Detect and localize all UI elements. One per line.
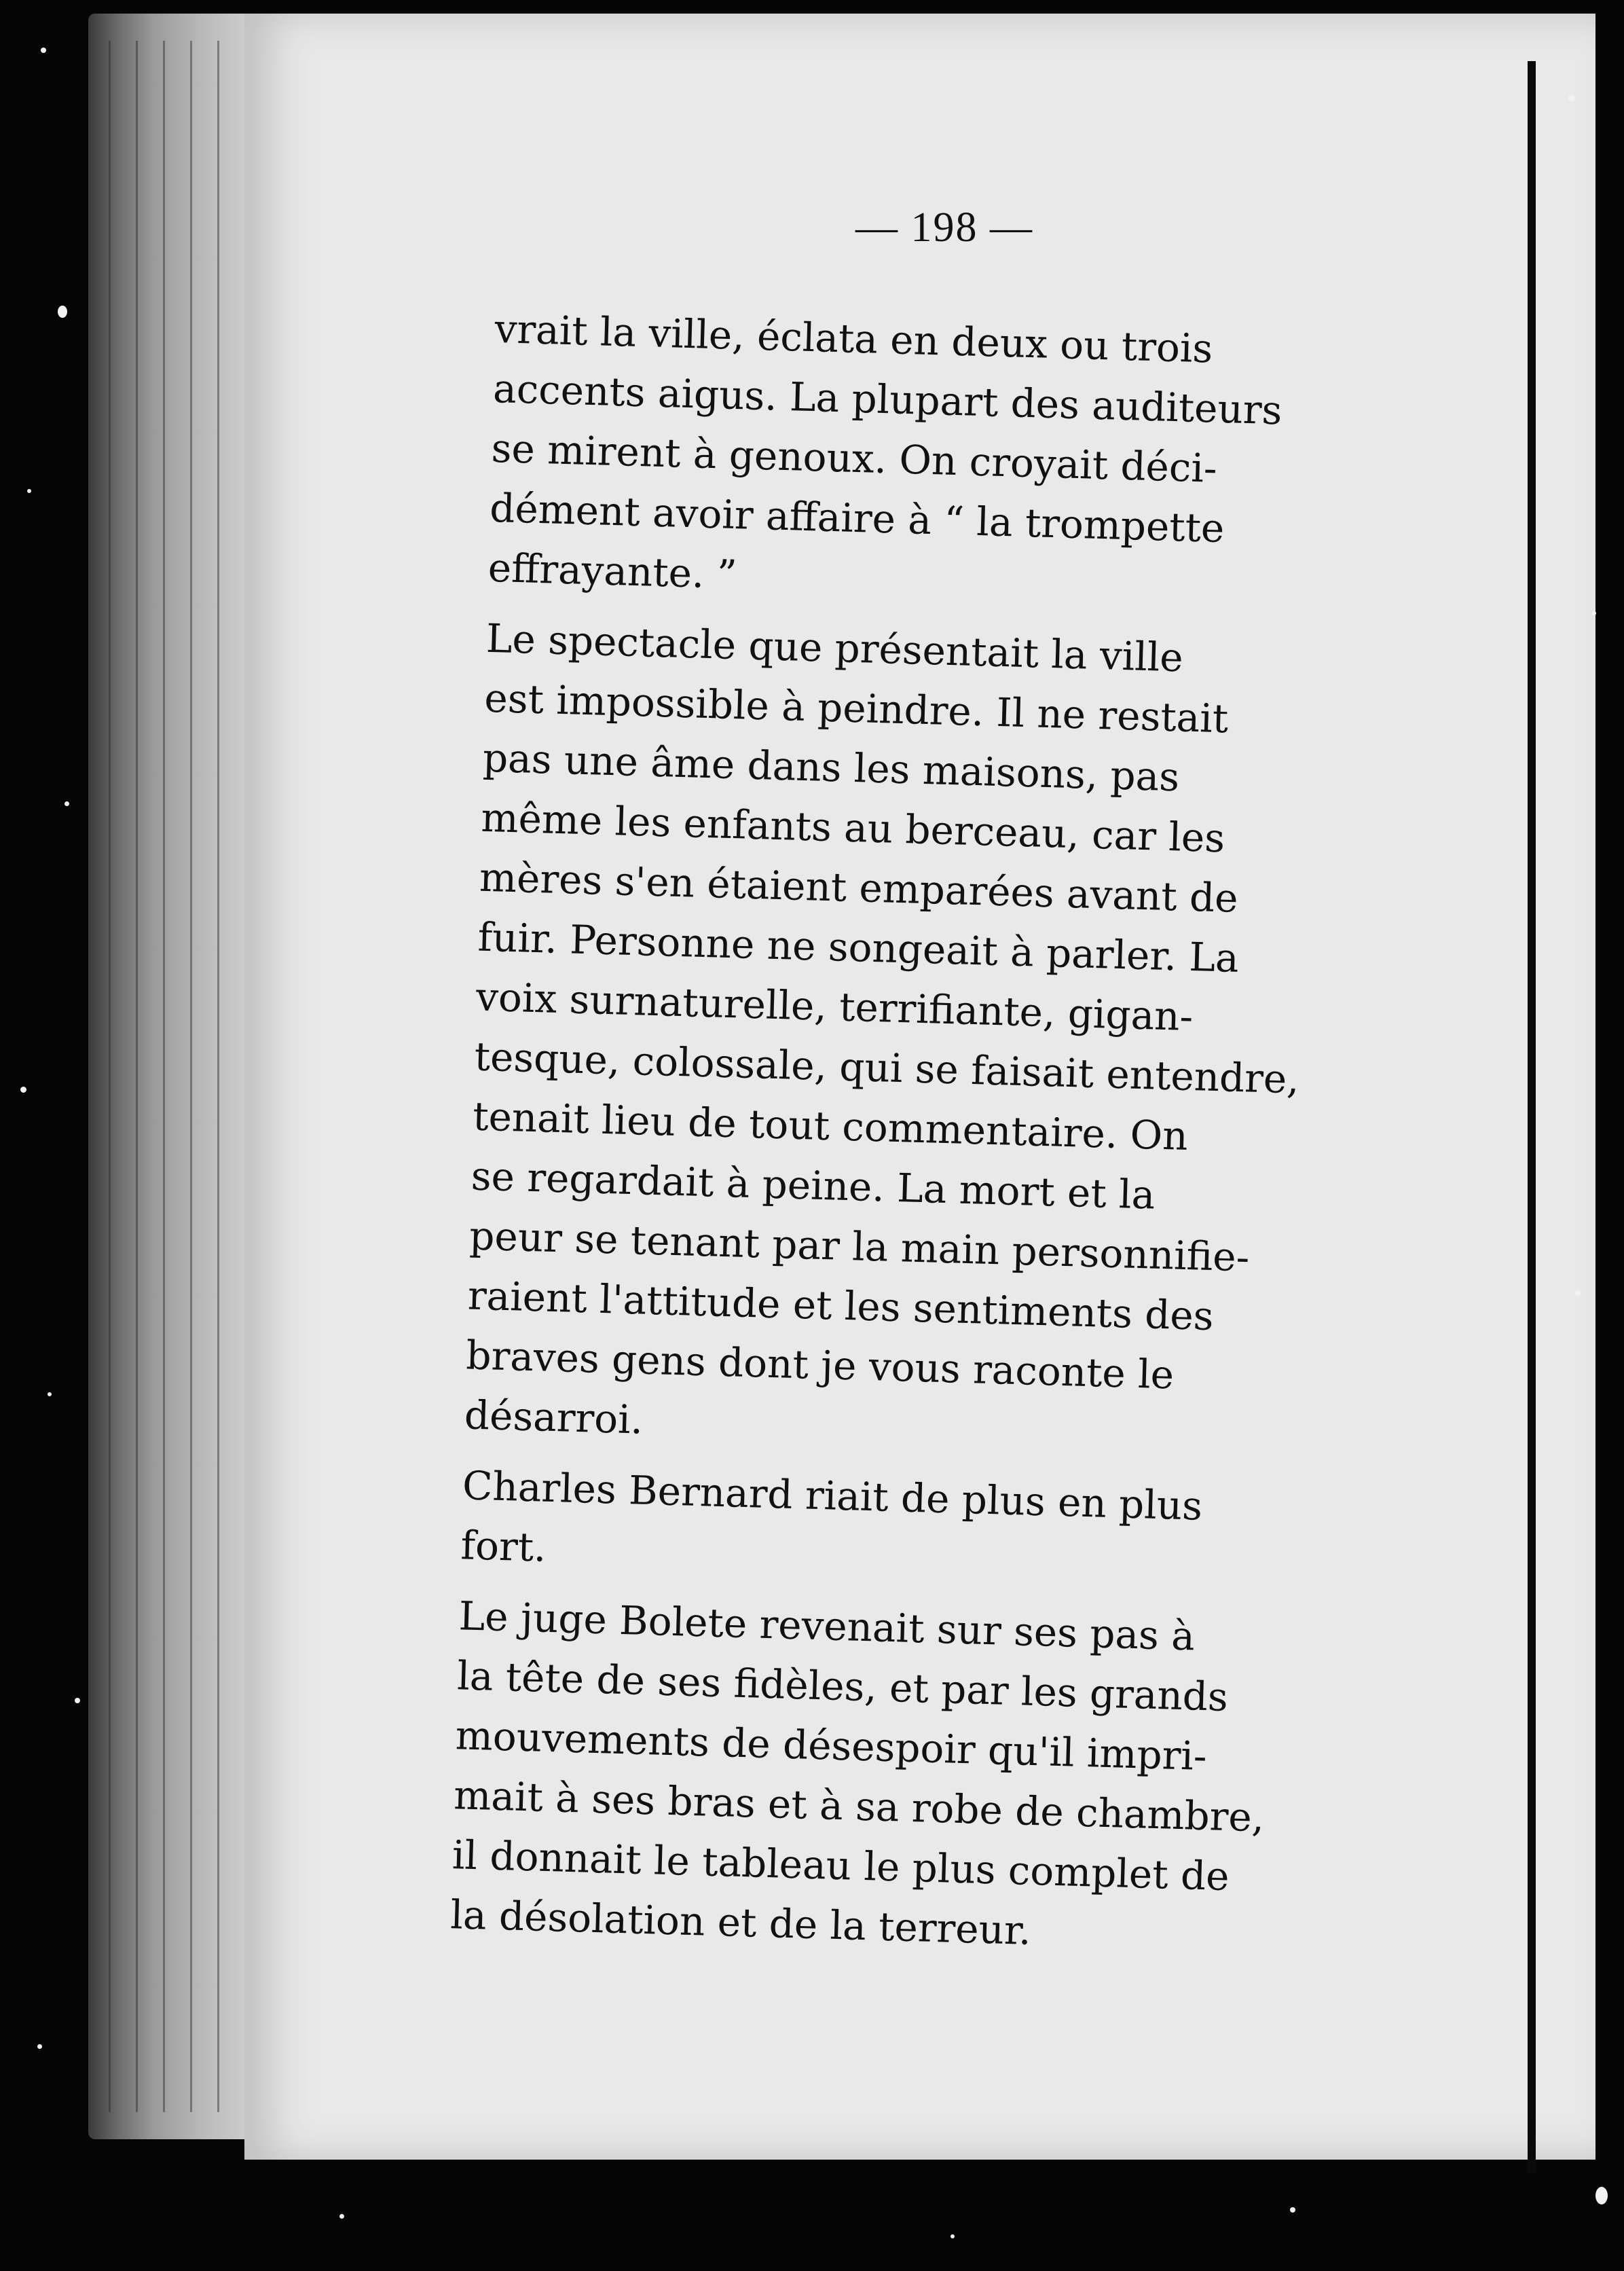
paragraph: vrait la ville, éclata en deux ou trois accents aigus. La plupart des auditeurs se mirent à genoux. On croyait déci- dément avoir affaire à “ la trompette effrayante. ” — [487, 305, 1283, 598]
facing-page-edge — [1528, 61, 1536, 2173]
dust-speck — [58, 306, 67, 318]
body-text — [449, 299, 1422, 1981]
page-edge-line — [190, 41, 192, 2112]
page-edge-line — [136, 41, 138, 2112]
dust-speck — [951, 2234, 955, 2238]
page-number: — 198 — — [855, 204, 1033, 251]
page-edge-line — [217, 41, 219, 2112]
dust-speck — [20, 1087, 26, 1093]
dust-speck — [75, 1698, 80, 1703]
dust-speck — [1595, 2187, 1608, 2204]
paragraph: Le juge Bolete revenait sur ses pas à la tête de ses fidèles, et par les grands mouvements de désespoir qu'il impri- mait à ses bras et à sa robe de chambre, il donnait le tableau le plus complet de la désolation et de la terreur. — [449, 1593, 1266, 1954]
dust-speck — [1290, 2207, 1295, 2213]
dust-speck — [64, 801, 69, 806]
dust-speck — [339, 2214, 344, 2219]
book-page-edges — [88, 14, 251, 2139]
dust-speck — [37, 2044, 42, 2049]
dust-speck — [41, 48, 46, 53]
page-edge-line — [163, 41, 165, 2112]
dust-speck — [27, 489, 31, 493]
page-edge-line — [109, 41, 111, 2112]
paragraph: Le spectacle que présentait la ville est impossible à peindre. Il ne restait pas une âme dans les maisons, pas même les enfants au berceau, car les mères s'en étaient emparées avant de fuir. Personne ne songeait à parler. La voix surnaturelle, terrifiante, gigan- tesque, colossale, qui se faisait entendre, tenait lieu de tout commentaire. On se regardait à peine. La mort et la peur se tenant par la main personnifie- raient l'attitude et les sentiments des braves gens dont je vous raconte le désarroi. — [464, 615, 1300, 1443]
paragraph: Charles Bernard riait de plus en plus fort. — [460, 1462, 1203, 1571]
dust-speck — [48, 1392, 52, 1396]
